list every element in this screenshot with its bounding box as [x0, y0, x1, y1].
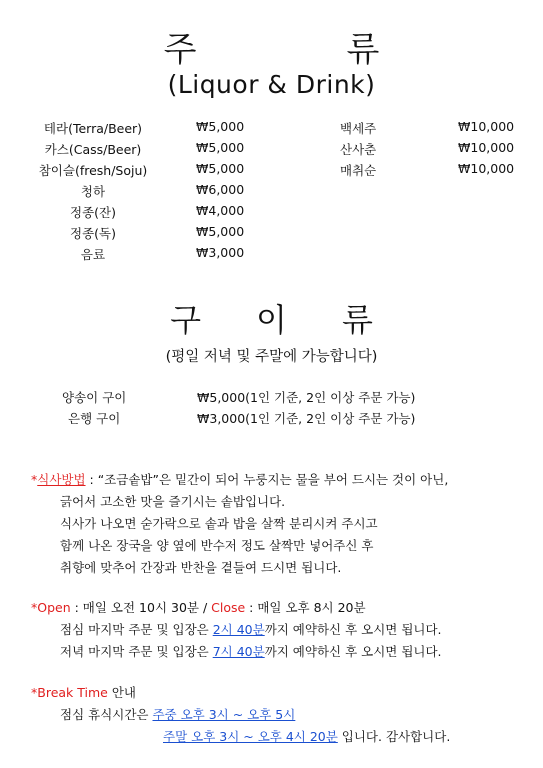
open-label: Open [37, 600, 71, 615]
menu-item-price: ₩4,000 [196, 203, 245, 218]
liquor-title-left: 주 [163, 30, 197, 70]
break-time-label-post: 안내 [107, 685, 136, 700]
break-time-pre: 점심 휴식시간은 [60, 707, 153, 722]
break-time-label: Break Time [37, 685, 108, 700]
grill-item-price: ₩5,000(1인 기준, 2인 이상 주문 가능) [197, 390, 416, 405]
asterisk: * [31, 472, 38, 487]
menu-item-name: 카스(Cass/Beer) [44, 142, 142, 157]
grill-item-name: 은행 구이 [68, 411, 121, 426]
lunch-time-link[interactable]: 2시 40분 [212, 622, 265, 637]
menu-item-price: ₩10,000 [458, 140, 515, 155]
grill-title-char: 구 [170, 301, 202, 339]
menu-item-name: 백세주 [340, 121, 377, 136]
open-text: : 매일 오전 10시 30분 / [70, 600, 212, 615]
menu-item-price: ₩5,000 [196, 161, 245, 176]
method-line: 취향에 맞추어 간장과 반찬을 곁들여 드시면 됩니다. [60, 560, 342, 575]
asterisk: * [31, 685, 38, 700]
close-label: Close [211, 600, 246, 615]
asterisk: * [31, 600, 38, 615]
menu-item-price: ₩10,000 [458, 161, 515, 176]
menu-item-price: ₩6,000 [196, 182, 245, 197]
dinner-post: 까지 예약하신 후 오시면 됩니다. [264, 644, 442, 659]
grill-title [0, 295, 543, 341]
dinner-last-order [60, 642, 442, 660]
method-line: 함께 나온 장국을 양 옆에 반수저 정도 살짝만 넣어주신 후 [60, 538, 374, 553]
menu-item-name: 참이슬(fresh/Soju) [38, 163, 148, 178]
method-text: : “조금솥밥”은 밑간이 되어 누룽지는 물을 부어 드시는 것이 아닌, [85, 472, 449, 487]
menu-item-price: ₩10,000 [458, 119, 515, 134]
menu-item-name: 정종(잔) [70, 205, 116, 220]
menu-item-name: 산사춘 [340, 142, 377, 157]
grill-title-char: 류 [341, 301, 373, 339]
menu-item-name: 매취순 [340, 163, 377, 178]
menu-item-price: ₩5,000 [196, 119, 245, 134]
grill-subtitle: (평일 저녁 및 주말에 가능합니다) [165, 349, 378, 365]
menu-item-name: 테라(Terra/Beer) [43, 121, 143, 136]
menu-item-name: 음료 [80, 247, 106, 262]
hours-line [31, 598, 366, 616]
method-label: 식사방법 [37, 472, 86, 487]
menu-item-price: ₩5,000 [196, 140, 245, 155]
method-line: 식사가 나오면 숟가락으로 솥과 밥을 살짝 분리시켜 주시고 [60, 516, 378, 531]
break-time-weekend [163, 727, 450, 745]
liquor-subtitle: (Liquor & Drink) [167, 70, 376, 99]
weekday-break-link[interactable]: 주중 오후 3시 ~ 오후 5시 [152, 707, 296, 722]
liquor-title-right: 류 [346, 30, 380, 70]
lunch-last-order [60, 620, 442, 638]
break-time-weekday [60, 705, 295, 723]
break-time-line [31, 683, 136, 701]
grill-title-char: 이 [256, 301, 287, 339]
grill-item-price: ₩3,000(1인 기준, 2인 이상 주문 가능) [197, 411, 416, 426]
dinner-time-link[interactable]: 7시 40분 [212, 644, 265, 659]
weekend-break-link[interactable]: 주말 오후 3시 ~ 오후 4시 20분 [163, 729, 338, 744]
method-line: 긁어서 고소한 맛을 즐기시는 솥밥입니다. [60, 494, 286, 509]
lunch-pre: 점심 마지막 주문 및 입장은 [60, 622, 213, 637]
break-time-post: 입니다. 감사합니다. [337, 729, 451, 744]
menu-item-price: ₩5,000 [196, 224, 245, 239]
lunch-post: 까지 예약하신 후 오시면 됩니다. [264, 622, 442, 637]
grill-item-name: 양송이 구이 [62, 390, 127, 405]
menu-item-name: 청하 [80, 184, 106, 199]
liquor-title [0, 22, 543, 71]
menu-item-name: 정종(독) [70, 226, 116, 241]
method-line [31, 470, 448, 488]
close-text: : 매일 오후 8시 20분 [245, 600, 366, 615]
menu-item-price: ₩3,000 [196, 245, 245, 260]
dinner-pre: 저녁 마지막 주문 및 입장은 [60, 644, 213, 659]
